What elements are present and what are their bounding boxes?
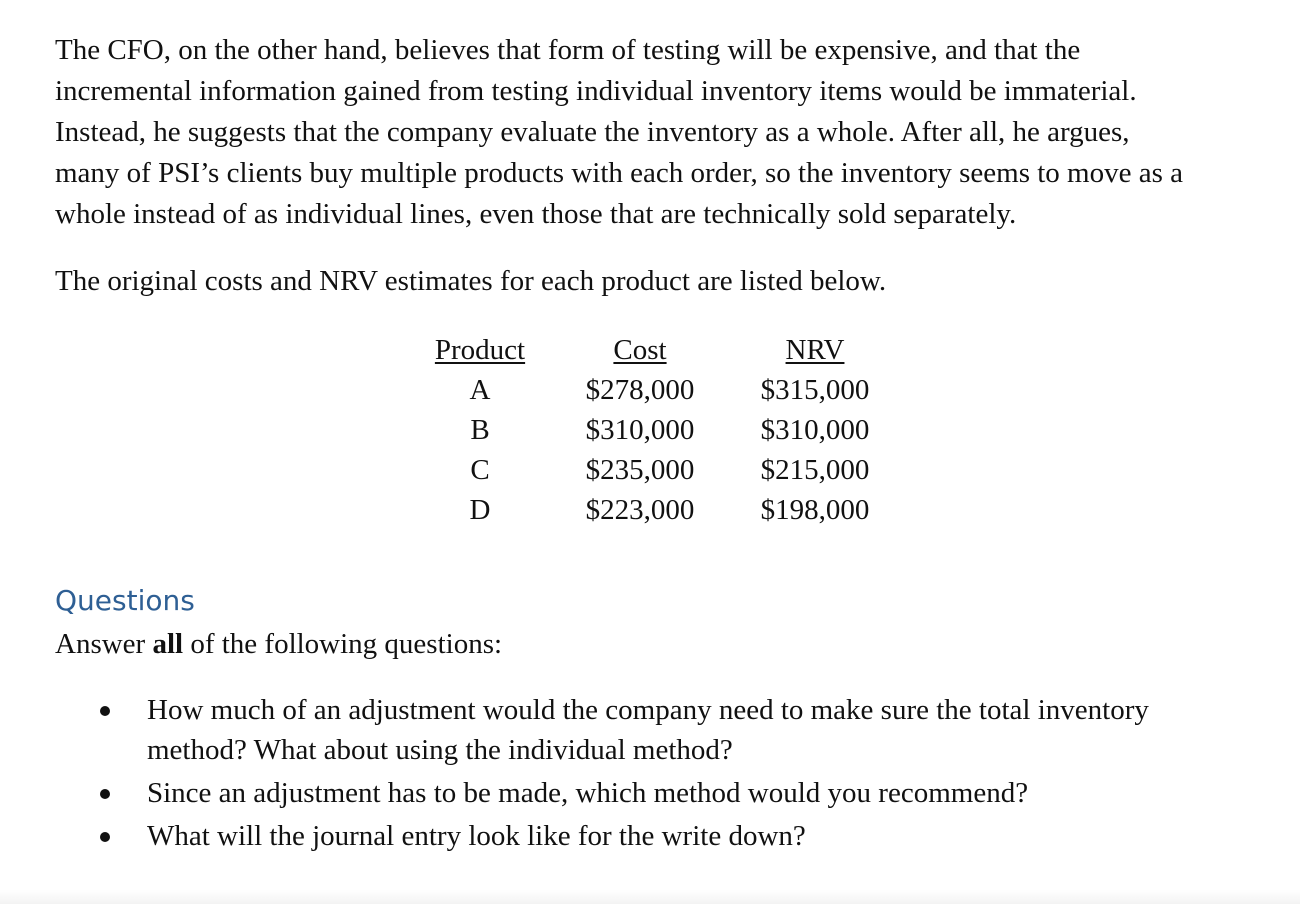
table-row — [420, 410, 890, 450]
question-line: What will the journal entry look like for the write down? — [147, 820, 806, 852]
header-cost: Cost — [613, 334, 667, 366]
paragraph-line: Instead, he suggests that the company evaluate the inventory as a whole. After all, he argues, — [55, 116, 1130, 148]
header-nrv: NRV — [785, 334, 845, 366]
cost-cell: $223,000 — [585, 494, 695, 526]
table-intro-paragraph: The original costs and NRV estimates for each product are listed below. — [55, 265, 887, 297]
question-line: How much of an adjustment would the company need to make sure the total inventory — [147, 694, 1149, 726]
paragraph-line: incremental information gained from testing individual inventory items would be immaterial. — [55, 75, 1137, 107]
nrv-cell: $198,000 — [760, 494, 870, 526]
cost-cell: $310,000 — [585, 414, 695, 446]
nrv-cell: $310,000 — [760, 414, 870, 446]
table-header-row — [420, 330, 890, 370]
product-cell: B — [470, 414, 490, 446]
list-item — [0, 690, 1300, 770]
intro-paragraph — [55, 30, 1265, 235]
instruction-text-start: Answer — [55, 628, 153, 660]
questions-list — [0, 690, 1300, 859]
paragraph-line: whole instead of as individual lines, even those that are technically sold separately. — [55, 198, 1017, 230]
product-cell: C — [470, 454, 490, 486]
table-row — [420, 490, 890, 530]
nrv-cell: $215,000 — [760, 454, 870, 486]
product-cell: A — [469, 374, 491, 406]
list-item — [0, 816, 1300, 856]
paragraph-line: The CFO, on the other hand, believes that form of testing will be expensive, and that the — [55, 34, 1081, 66]
cost-nrv-table — [420, 330, 890, 530]
list-item — [0, 773, 1300, 813]
header-product: Product — [434, 334, 526, 366]
question-line: method? What about using the individual method? — [147, 734, 733, 766]
table-row — [420, 450, 890, 490]
questions-instruction — [55, 624, 502, 664]
question-line: Since an adjustment has to be made, which method would you recommend? — [147, 777, 1029, 809]
table-row — [420, 370, 890, 410]
bullet-icon — [100, 789, 110, 799]
cost-cell: $235,000 — [585, 454, 695, 486]
bullet-icon — [100, 832, 110, 842]
instruction-emphasis: all — [152, 628, 184, 660]
questions-heading: Questions — [55, 584, 195, 617]
bullet-icon — [100, 706, 110, 716]
paragraph-line: many of PSI’s clients buy multiple products with each order, so the inventory seems to move as a — [55, 157, 1184, 189]
nrv-cell: $315,000 — [760, 374, 870, 406]
cost-cell: $278,000 — [585, 374, 695, 406]
product-cell: D — [469, 494, 491, 526]
page-bottom-edge — [0, 890, 1300, 904]
instruction-text-end: of the following questions: — [183, 628, 503, 660]
